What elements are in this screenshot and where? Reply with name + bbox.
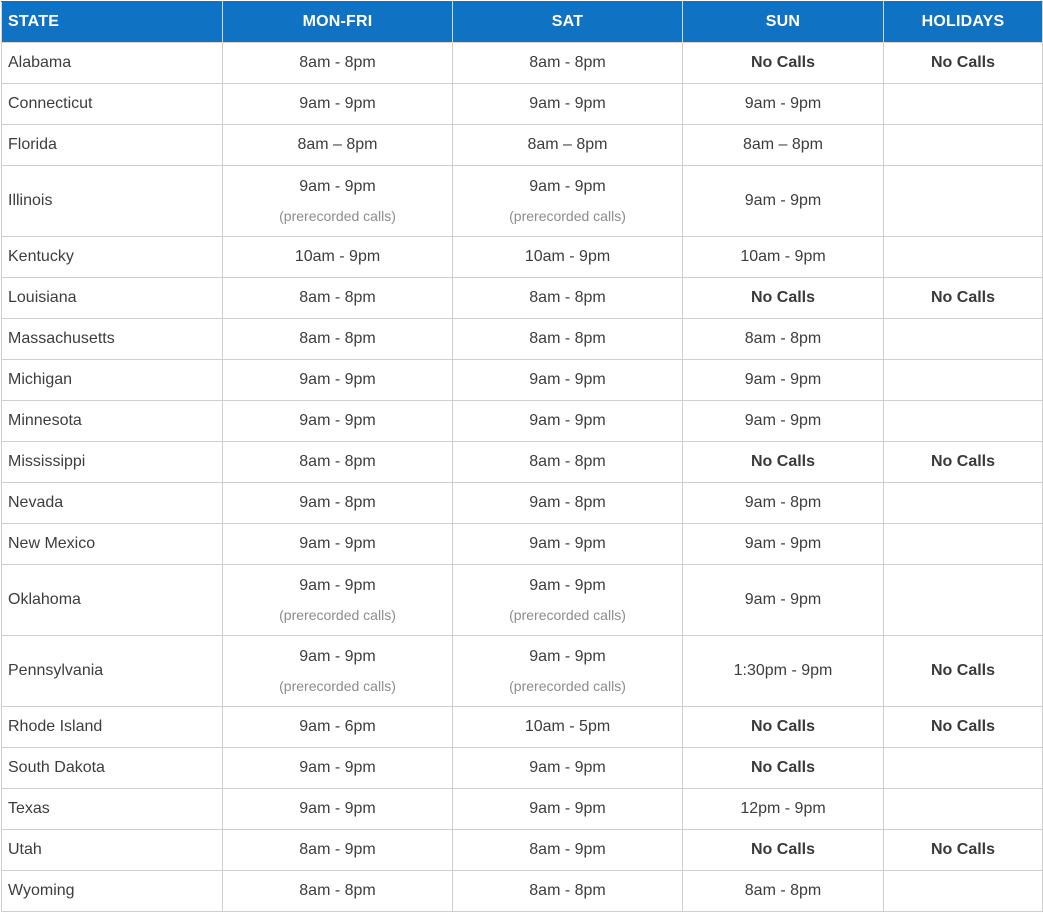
mon-fri-cell: [223, 871, 453, 912]
table-row: [2, 43, 1043, 84]
mon-fri-cell: [223, 789, 453, 830]
header-sat: SAT: [453, 2, 683, 43]
mon-fri-cell: [223, 360, 453, 401]
state-cell: Pennsylvania: [2, 636, 223, 707]
mon-fri-hours: 9am - 8pm: [299, 494, 376, 511]
holidays-cell: No Calls: [884, 707, 1043, 748]
state-cell: Texas: [2, 789, 223, 830]
sat-cell: [453, 401, 683, 442]
state-cell: Illinois: [2, 166, 223, 237]
mon-fri-cell: [223, 442, 453, 483]
table-row: [2, 84, 1043, 125]
sat-cell: [453, 707, 683, 748]
mon-fri-cell: [223, 707, 453, 748]
table-row: [2, 125, 1043, 166]
mon-fri-cell: [223, 166, 453, 237]
sat-note: (prerecorded calls): [509, 678, 626, 694]
state-cell: Michigan: [2, 360, 223, 401]
sat-hours: 8am - 8pm: [529, 882, 606, 899]
sun-cell: 1:30pm - 9pm: [683, 636, 884, 707]
mon-fri-hours: 9am - 6pm: [299, 718, 376, 735]
holidays-cell: No Calls: [884, 636, 1043, 707]
sat-hours: 8am - 8pm: [529, 289, 606, 306]
holidays-cell: [884, 360, 1043, 401]
mon-fri-cell: [223, 748, 453, 789]
state-cell: Louisiana: [2, 278, 223, 319]
sat-cell: [453, 871, 683, 912]
holidays-cell: [884, 401, 1043, 442]
table-row: [2, 442, 1043, 483]
mon-fri-hours: 8am - 9pm: [299, 841, 376, 858]
holidays-cell: [884, 748, 1043, 789]
sat-cell: [453, 125, 683, 166]
state-cell: Minnesota: [2, 401, 223, 442]
sat-cell: [453, 442, 683, 483]
state-cell: Connecticut: [2, 84, 223, 125]
sat-cell: [453, 166, 683, 237]
sun-cell: No Calls: [683, 43, 884, 84]
header-holidays: HOLIDAYS: [884, 2, 1043, 43]
sun-cell: No Calls: [683, 748, 884, 789]
sun-cell: 9am - 8pm: [683, 483, 884, 524]
table-row: [2, 278, 1043, 319]
table-row: [2, 401, 1043, 442]
header-mon-fri: MON-FRI: [223, 2, 453, 43]
mon-fri-cell: [223, 483, 453, 524]
mon-fri-hours: 8am - 8pm: [299, 453, 376, 470]
table-row: [2, 524, 1043, 565]
table-row: [2, 483, 1043, 524]
sat-cell: [453, 483, 683, 524]
holidays-cell: [884, 524, 1043, 565]
sat-hours: 9am - 9pm: [529, 95, 606, 112]
state-cell: South Dakota: [2, 748, 223, 789]
sat-note: (prerecorded calls): [509, 208, 626, 224]
table-row: [2, 830, 1043, 871]
state-cell: Wyoming: [2, 871, 223, 912]
mon-fri-hours: 9am - 9pm: [299, 178, 376, 195]
mon-fri-hours: 8am - 8pm: [299, 289, 376, 306]
mon-fri-cell: [223, 84, 453, 125]
sun-cell: No Calls: [683, 707, 884, 748]
sat-hours: 9am - 9pm: [529, 759, 606, 776]
sat-cell: [453, 360, 683, 401]
table-row: [2, 319, 1043, 360]
mon-fri-cell: [223, 237, 453, 278]
state-cell: Mississippi: [2, 442, 223, 483]
mon-fri-hours: 9am - 9pm: [299, 95, 376, 112]
mon-fri-hours: 8am – 8pm: [297, 136, 378, 153]
sat-cell: [453, 636, 683, 707]
table-header: [2, 2, 1043, 43]
mon-fri-cell: [223, 125, 453, 166]
table-row: [2, 360, 1043, 401]
mon-fri-hours: 9am - 9pm: [299, 412, 376, 429]
holidays-cell: [884, 84, 1043, 125]
table-row: [2, 636, 1043, 707]
sun-cell: 9am - 9pm: [683, 84, 884, 125]
sat-hours: 8am - 8pm: [529, 330, 606, 347]
sat-hours: 8am - 9pm: [529, 841, 606, 858]
mon-fri-hours: 9am - 9pm: [299, 535, 376, 552]
sat-cell: [453, 789, 683, 830]
holidays-cell: No Calls: [884, 278, 1043, 319]
mon-fri-hours: 9am - 9pm: [299, 371, 376, 388]
holidays-cell: [884, 125, 1043, 166]
table-body: [2, 43, 1043, 912]
mon-fri-hours: 8am - 8pm: [299, 54, 376, 71]
mon-fri-cell: [223, 43, 453, 84]
holidays-cell: [884, 565, 1043, 636]
sat-cell: [453, 748, 683, 789]
sat-hours: 8am - 8pm: [529, 54, 606, 71]
state-cell: Utah: [2, 830, 223, 871]
mon-fri-cell: [223, 636, 453, 707]
sat-hours: 9am - 8pm: [529, 494, 606, 511]
mon-fri-note: (prerecorded calls): [279, 678, 396, 694]
sun-cell: 9am - 9pm: [683, 565, 884, 636]
sat-hours: 8am - 8pm: [529, 453, 606, 470]
mon-fri-hours: 9am - 9pm: [299, 577, 376, 594]
table-row: [2, 707, 1043, 748]
sun-cell: 9am - 9pm: [683, 360, 884, 401]
state-cell: Nevada: [2, 483, 223, 524]
sun-cell: 10am - 9pm: [683, 237, 884, 278]
mon-fri-cell: [223, 278, 453, 319]
table-row: [2, 565, 1043, 636]
sat-cell: [453, 43, 683, 84]
sun-cell: 8am – 8pm: [683, 125, 884, 166]
state-cell: Kentucky: [2, 237, 223, 278]
holidays-cell: [884, 237, 1043, 278]
sat-cell: [453, 237, 683, 278]
holidays-cell: No Calls: [884, 43, 1043, 84]
table-row: [2, 789, 1043, 830]
sun-cell: 9am - 9pm: [683, 524, 884, 565]
state-cell: Rhode Island: [2, 707, 223, 748]
sat-note: (prerecorded calls): [509, 607, 626, 623]
state-cell: New Mexico: [2, 524, 223, 565]
sat-cell: [453, 84, 683, 125]
sat-hours: 9am - 9pm: [529, 535, 606, 552]
mon-fri-cell: [223, 830, 453, 871]
mon-fri-hours: 8am - 8pm: [299, 882, 376, 899]
sun-cell: No Calls: [683, 442, 884, 483]
mon-fri-hours: 8am - 8pm: [299, 330, 376, 347]
mon-fri-hours: 9am - 9pm: [299, 648, 376, 665]
state-cell: Massachusetts: [2, 319, 223, 360]
sat-hours: 8am – 8pm: [527, 136, 608, 153]
mon-fri-cell: [223, 565, 453, 636]
sun-cell: 8am - 8pm: [683, 871, 884, 912]
mon-fri-hours: 9am - 9pm: [299, 800, 376, 817]
holidays-cell: No Calls: [884, 830, 1043, 871]
state-cell: Oklahoma: [2, 565, 223, 636]
holidays-cell: [884, 166, 1043, 237]
sun-cell: 8am - 8pm: [683, 319, 884, 360]
mon-fri-cell: [223, 524, 453, 565]
sat-cell: [453, 524, 683, 565]
state-cell: Alabama: [2, 43, 223, 84]
sat-hours: 10am - 9pm: [524, 248, 611, 265]
table-row: [2, 237, 1043, 278]
table-row: [2, 166, 1043, 237]
calling-hours-table: [1, 1, 1043, 912]
holidays-cell: No Calls: [884, 442, 1043, 483]
table-row: [2, 748, 1043, 789]
sat-hours: 9am - 9pm: [529, 648, 606, 665]
sat-cell: [453, 319, 683, 360]
sat-hours: 9am - 9pm: [529, 178, 606, 195]
sat-cell: [453, 278, 683, 319]
sat-hours: 10am - 5pm: [524, 718, 611, 735]
table-row: [2, 871, 1043, 912]
holidays-cell: [884, 789, 1043, 830]
holidays-cell: [884, 483, 1043, 524]
sat-hours: 9am - 9pm: [529, 412, 606, 429]
header-row: [2, 2, 1043, 43]
sun-cell: 9am - 9pm: [683, 401, 884, 442]
sat-cell: [453, 830, 683, 871]
header-state: STATE: [2, 2, 223, 43]
sat-hours: 9am - 9pm: [529, 371, 606, 388]
mon-fri-note: (prerecorded calls): [279, 607, 396, 623]
holidays-cell: [884, 871, 1043, 912]
mon-fri-hours: 10am - 9pm: [294, 248, 381, 265]
mon-fri-note: (prerecorded calls): [279, 208, 396, 224]
mon-fri-cell: [223, 319, 453, 360]
mon-fri-hours: 9am - 9pm: [299, 759, 376, 776]
mon-fri-cell: [223, 401, 453, 442]
header-sun: SUN: [683, 2, 884, 43]
holidays-cell: [884, 319, 1043, 360]
sun-cell: 9am - 9pm: [683, 166, 884, 237]
state-cell: Florida: [2, 125, 223, 166]
sun-cell: 12pm - 9pm: [683, 789, 884, 830]
sat-hours: 9am - 9pm: [529, 800, 606, 817]
sun-cell: No Calls: [683, 830, 884, 871]
sat-cell: [453, 565, 683, 636]
sun-cell: No Calls: [683, 278, 884, 319]
sat-hours: 9am - 9pm: [529, 577, 606, 594]
